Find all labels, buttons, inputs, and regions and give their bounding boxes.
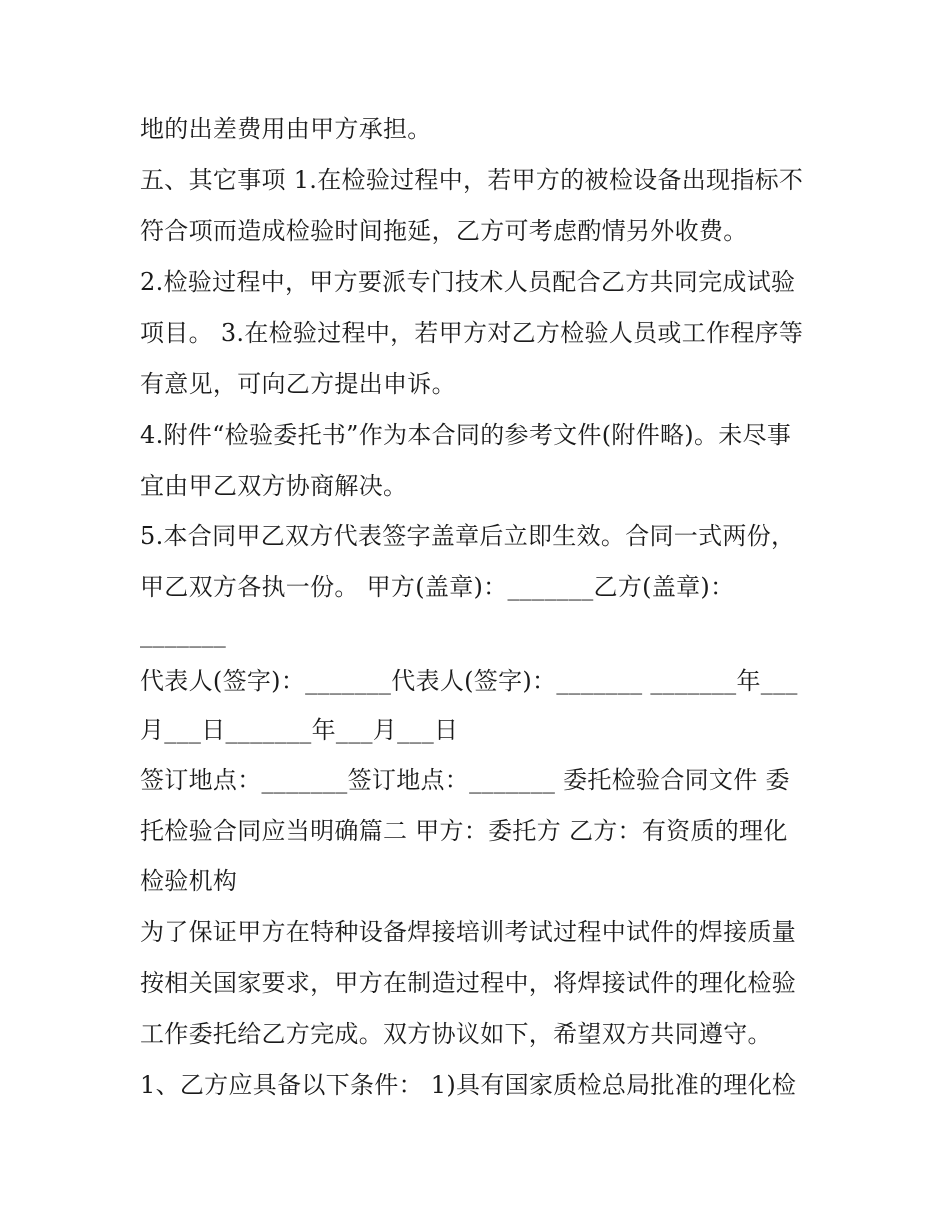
text-line: 4.附件“检验委托书”作为本合同的参考文件(附件略)。未尽事 xyxy=(140,421,792,449)
text-line: _______ xyxy=(140,620,227,648)
text-line: 检验机构 xyxy=(140,867,238,895)
text-line: 代表人(签字)：_______代表人(签字)：_______ _______年___ xyxy=(140,667,798,695)
text-line: 有意见，可向乙方提出申诉。 xyxy=(140,370,456,398)
text-line: 符合项而造成检验时间拖延，乙方可考虑酌情另外收费。 xyxy=(140,217,748,245)
text-line: 为了保证甲方在特种设备焊接培训考试过程中试件的焊接质量 xyxy=(140,918,797,946)
text-line: 托检验合同应当明确篇二 甲方：委托方 乙方：有资质的理化 xyxy=(140,817,788,845)
text-line: 2.检验过程中，甲方要派专门技术人员配合乙方共同完成试验 xyxy=(140,268,796,296)
text-line: 签订地点：_______签订地点：_______ 委托检验合同文件 委 xyxy=(140,766,790,794)
text-line: 项目。 3.在检验过程中，若甲方对乙方检验人员或工作程序等 xyxy=(140,319,804,347)
text-line: 1、乙方应具备以下条件： 1)具有国家质检总局批准的理化检 xyxy=(140,1071,797,1099)
text-line: 工作委托给乙方完成。双方协议如下，希望双方共同遵守。 xyxy=(140,1020,772,1048)
text-line: 按相关国家要求，甲方在制造过程中，将焊接试件的理化检验 xyxy=(140,969,797,997)
text-line: 5.本合同甲乙双方代表签字盖章后立即生效。合同一式两份， xyxy=(140,522,796,550)
text-line: 甲乙双方各执一份。 甲方(盖章)：_______乙方(盖章)： xyxy=(140,573,735,601)
text-line: 五、其它事项 1.在检验过程中，若甲方的被检设备出现指标不 xyxy=(140,166,804,194)
text-line: 宜由甲乙双方协商解决。 xyxy=(140,472,408,500)
text-line: 月___日_______年___月___日 xyxy=(140,716,459,744)
text-line: 地的出差费用由甲方承担。 xyxy=(140,115,432,143)
